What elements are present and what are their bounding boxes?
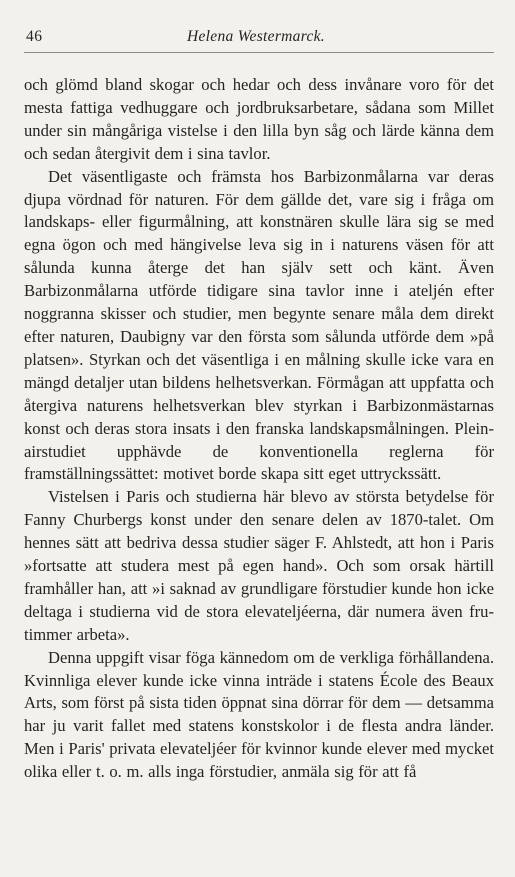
paragraph: Denna uppgift visar föga kännedom om de verkliga förhållandena. Kvinnliga elever kunde icke vinna inträde i statens École des Beaux Arts, som först på sista tiden öppnat sina dörrar för dem — detsamma har ju varit fallet med statens konstskolor i de flesta andra länder. Men i Paris' privata elevateljéer för kvinnor kunde elever med mycket olika eller t. o. m. alls inga förstudier, anmäla sig för att få bbox=[24, 647, 494, 782]
running-head: Helena Westermarck. bbox=[187, 28, 325, 45]
body-text bbox=[24, 74, 494, 784]
page-header bbox=[26, 28, 493, 48]
paragraph: Det väsentligaste och främsta hos Barbizonmålarna var deras djupa vördnad för naturen. För dem gällde det, vare sig i fråga om landskaps- eller figurmålning, att konstnären skulle lära sig se med egna ögon och med hängivelse leva sig in i naturens väsen för att sålunda kunna återge det han själv sett och känt. Även Barbizonmålarna utförde tidigare sina tavlor inne i ateljén efter noggranna skisser och studier, men begynte senare måla dem direkt efter naturen, Daubigny var den första som sålunda utförde dem »på platsen». Styrkan och det väsentliga i en målning skulle icke vara en mängd detaljer utan bildens helhetsverkan. Förmågan att uppfatta och återgiva naturens helhetsverkan blev styrkan i Barbizonmästarnas konst och deras stora insats i den franska landskapsmålningen. Plein-airstudiet upphävde de konventionella reglerna för framställningssättet: motivet borde skapa sitt eget uttryckssätt. bbox=[24, 166, 494, 484]
header-rule bbox=[24, 52, 494, 53]
paragraph: Vistelsen i Paris och studierna här blevo av största betydelse för Fanny Churbergs konst under den senare delen av 1870-talet. Om hennes sätt att bedriva dessa studier säger F. Ahlstedt, att hon i Paris »fortsatte att studera mest på egen hand». Och som orsak härtill framhåller han, att »i saknad av grundligare förstudier kunde hon icke deltaga i studierna vid de stora elevateljéerna, där numera även frutimmer arbeta». bbox=[24, 487, 494, 644]
paragraph: och glömd bland skogar och hedar och dess invånare voro för det mesta fattiga vedhuggare och jordbruksarbetare, sådana som Millet under sin mångåriga vistelse i den lilla byn såg och lärde känna dem och sedan återgivit dem i sina tavlor. bbox=[24, 75, 494, 163]
page-number: 46 bbox=[26, 28, 43, 45]
